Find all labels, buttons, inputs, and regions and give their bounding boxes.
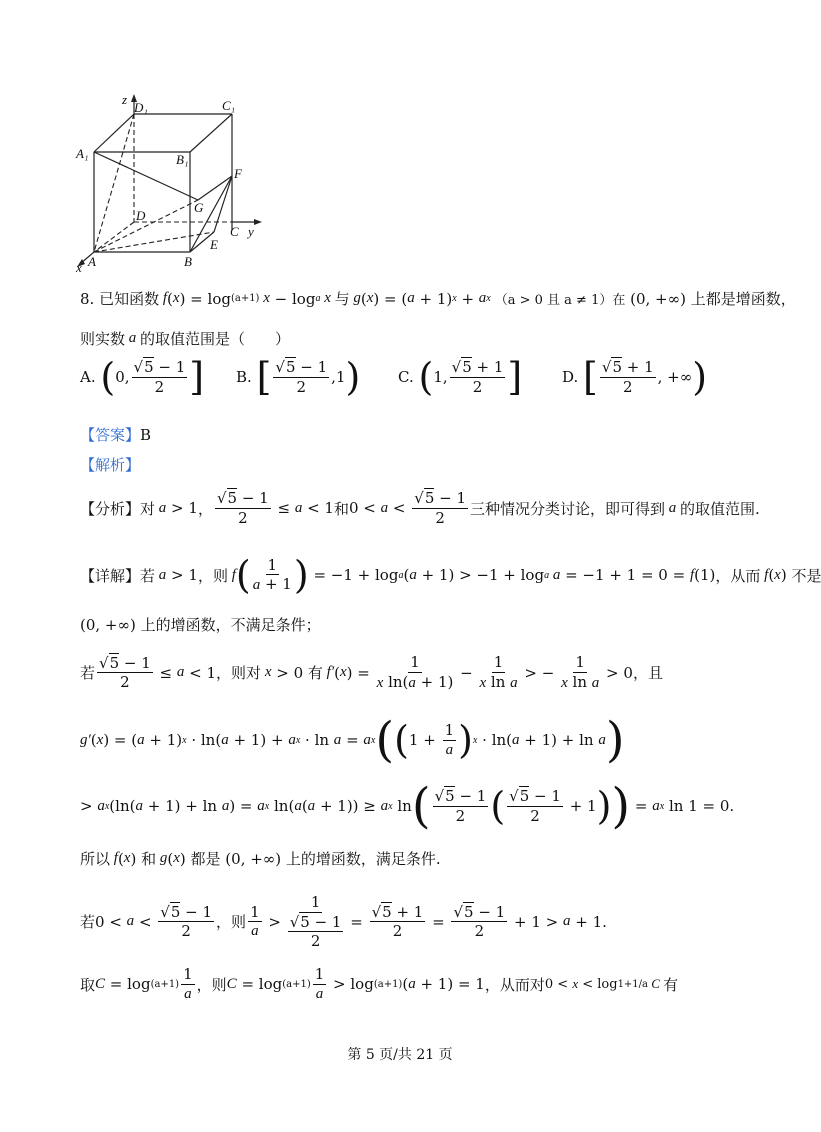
answer-line xyxy=(80,424,151,445)
option-b: B. [ $\frac{√5 - 1}{2}$ ,1 ) xyxy=(236,355,361,399)
question-8-line1: 8. 已知函数 f ( x ) = log (a+1) x − log a x 与 g ( x ) = ( a + 1) x + a x （a > 0 且 a ≠ 1）在 (0, +∞) 上都是增函数， xyxy=(80,289,796,308)
fenxi-line: 【分析】 对 a > 1 ， $\frac{√5 - 1}{2}$ ≤ a < 1 和 0 < a < $\frac{√5 - 1}{2}$ 三种情况分类讨论，即可得到 a 的取值范围. xyxy=(80,489,760,527)
case2-line3: > a x (ln( a + 1) + ln a ) = a x ln( a ( a + 1)) ≥ a x ln ( $\frac{√5 - 1}{2}$ ( $\frac{√5 - 1}{2}$ + 1 ) ) = a x ln 1 = 0. xyxy=(80,778,735,834)
option-a: A. ( 0, $\frac{√5 - 1}{2}$ ] xyxy=(80,355,205,399)
label-g: G xyxy=(194,200,204,215)
option-c: C. ( 1, $\frac{√5 + 1}{2}$ ] xyxy=(398,355,523,399)
label-b1: B₁ xyxy=(176,152,189,167)
option-d: D. [ $\frac{√5 + 1}{2}$ , +∞ ) xyxy=(562,355,708,399)
case2-line2: g′ ( x ) = ( a + 1) x · ln( a + 1) + a x · ln a = a x ( ( 1 + $\frac{1}{a}$ ) x · ln( a + 1) + ln a ) xyxy=(80,712,625,768)
label-b: B xyxy=(184,254,192,269)
label-c: C xyxy=(230,224,239,239)
analysis-label: 【解析】 xyxy=(80,456,141,474)
label-f: F xyxy=(234,166,242,181)
answer-value: B xyxy=(140,425,152,444)
label-x: x xyxy=(76,260,82,275)
case2-line1: 若 $\frac{√5 - 1}{2}$ ≤ a < 1 ，则对 x > 0 有 f′ ( x ) = $\frac{1}{\text{x ln(a + 1)}}$ − $\frac{1}{\text{x ln a}}$ > − $\frac{1}{\text{x ln a}}$ > 0 ，且 xyxy=(80,653,663,691)
cube-figure xyxy=(72,92,272,274)
label-z: z xyxy=(122,92,128,107)
xiangjie-line1: 【详解】 若 a > 1 ，则 f ( $\frac{1}{a + 1}$ ) = −1 + log a ( a + 1) > −1 + log a a = −1 + 1 = 0 = f (1) ，从而 f ( x ) 不是 xyxy=(80,553,821,597)
label-a1: A₁ xyxy=(76,146,89,161)
xiangjie-line2: (0, +∞) 上的增函数，不满足条件； xyxy=(80,615,321,634)
suoyi-line: 所以 f ( x ) 和 g ( x ) 都是 (0, +∞) 上的增函数，满足条件. xyxy=(80,849,441,868)
case3-line: 若 0 < a < $\frac{√5 - 1}{2}$ ，则 $\frac{1}{a}$ > $\frac{1}{\frac{√5 - 1}{2}}$ = $\frac{√5 + 1}{2}$ = $\frac{√5 - 1}{2}$ + 1 > a + 1. xyxy=(80,893,607,950)
label-y: y xyxy=(248,224,254,239)
answer-label: 【答案】 xyxy=(80,426,141,444)
label-d1: D₁ xyxy=(134,100,148,115)
question-8-line2: 则实数 a 的取值范围是（ ） xyxy=(80,330,291,348)
label-c1: C₁ xyxy=(222,98,236,113)
page-footer: 第 5 页/共 21 页 xyxy=(347,1047,453,1063)
label-e: E xyxy=(210,237,218,252)
take-c-line: 取 C = log (a+1) $\frac{1}{a}$ ，则 C = log (a+1) $\frac{1}{a}$ > log (a+1) ( a + 1) = 1 ，从而对 0 < x < log 1+1/a C 有 xyxy=(80,965,679,1002)
label-a: A xyxy=(88,254,96,269)
label-d: D xyxy=(136,208,146,223)
